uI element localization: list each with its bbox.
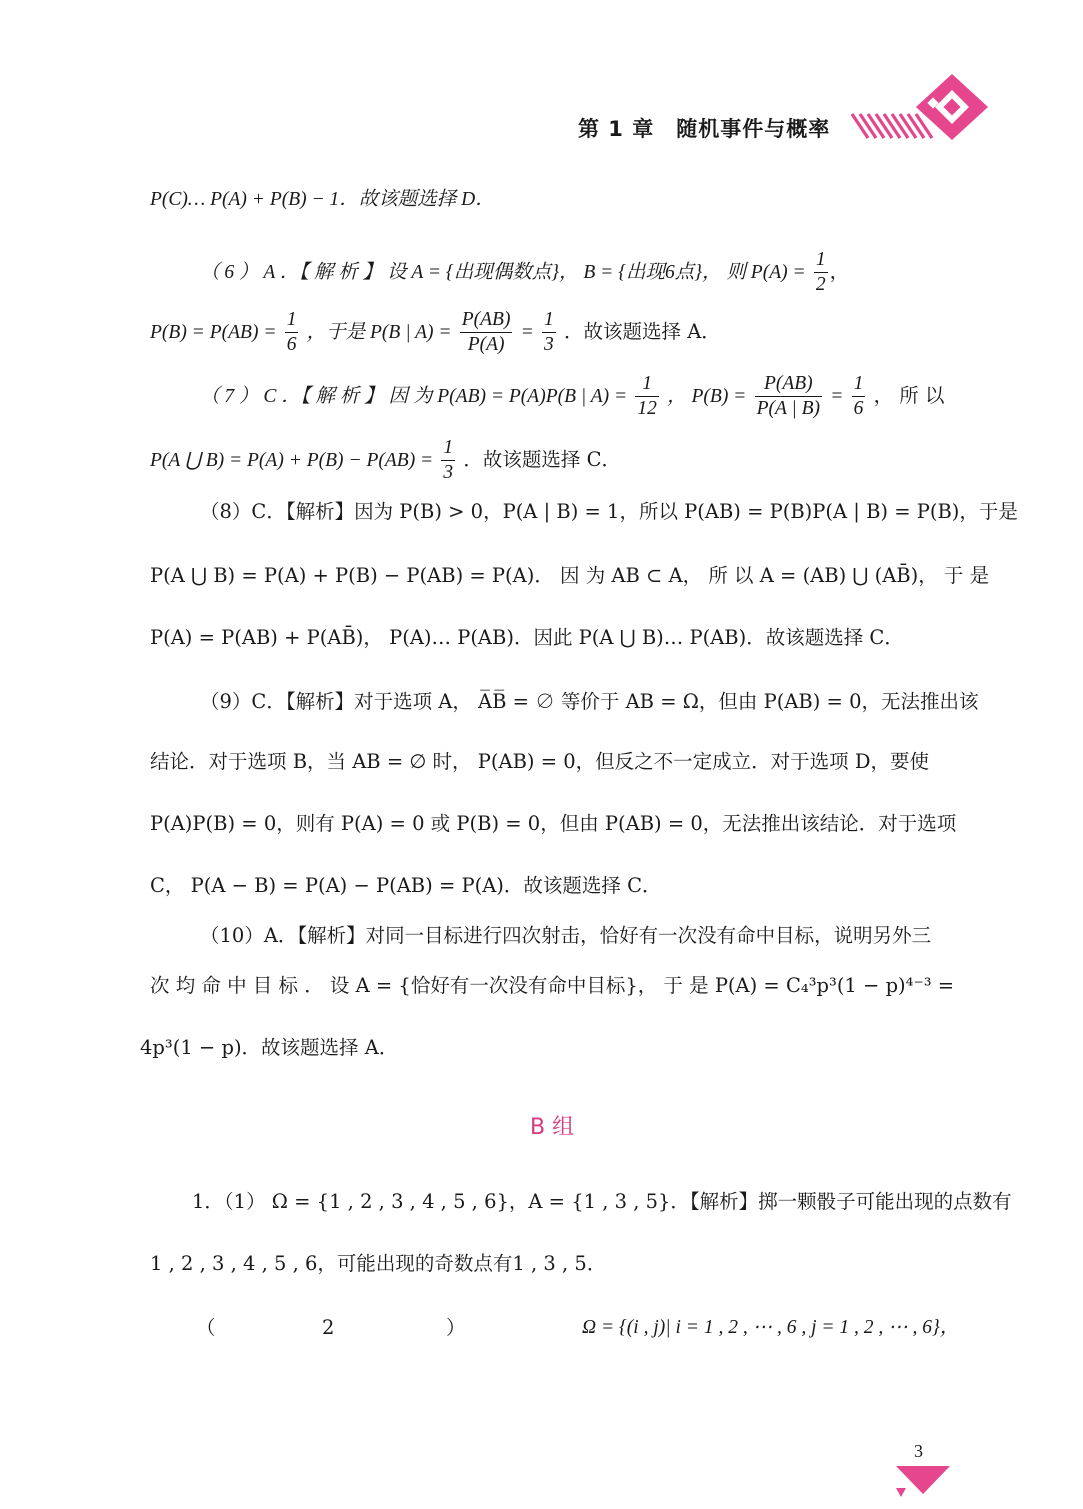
text-line: （ [196,1316,216,1339]
fraction [852,372,866,421]
text-line: 2 [322,1316,335,1339]
text-span: ．故该题选择 C． [463,448,621,471]
fraction [460,308,513,357]
text-span: P(A ⋃ B) = P(A) + P(B) − P(AB) = [150,450,434,471]
text-span: = [830,386,844,407]
denominator: 6 [853,398,864,419]
fraction [441,436,455,485]
fraction [542,308,556,357]
text-line: P(A)P(B) = 0，则有 P(A) = 0 或 P(B) = 0，但由 P(AB) = 0，无法推出该结论．对于选项 [150,812,957,835]
text-line: （ 6 ） A ．【 解 析 】 设 A = {出现偶数点}， B = {出现6点}， 则 P(A) = $\frac{1}{2}$ ， [200,249,850,295]
fraction [635,372,659,421]
numerator: 1 [285,308,299,333]
header-decoration [846,72,996,147]
footer-decoration [892,1464,954,1500]
denominator: 6 [286,334,297,355]
text-span: （ 6 ） A ．【 解 析 】 设 A = {出现偶数点}， B = {出现6点}， 则 P(A) = [200,262,806,283]
numerator: P(AB) [460,308,513,333]
text-line [200,372,944,421]
denominator: 12 [637,398,657,419]
text-span: ， P(B) = [667,386,747,407]
text-line: P(C)… P(A) + P(B) − 1．故该题选择 D． [150,189,495,210]
page-number: 3 [914,1441,923,1461]
text-line [150,436,621,485]
numerator: 1 [814,248,828,273]
numerator: 1 [441,436,455,461]
text-line: （8）C．【解析】因为 P(B) > 0，P(A | B) = 1，所以 P(AB) = P(B)P(A | B) = P(B)，于是 [200,500,1018,523]
denominator: 2 [815,274,826,295]
text-span: ， 所 以 [873,384,945,407]
denominator: P(A) [467,334,505,355]
text-line: P(A ⋃ B) = P(A) + P(B) − P(AB) = P(A)． 因 为 AB ⊂ A， 所 以 A = (AB) ⋃ (AB̄)， 于 是 [150,564,990,587]
text-line: 次 均 命 中 目 标 ． 设 A = {恰好有一次没有命中目标}， 于 是 P(A) = C₄³p³(1 − p)⁴⁻³ = [150,974,955,997]
text-line: （9）C．【解析】对于选项 A， A̅B̅ = ∅ 等价于 AB = Ω，但由 P(AB) = 0，无法推出该 [200,690,979,713]
fraction [814,248,828,297]
numerator: 1 [635,372,659,397]
text-span: ．故该题选择 A． [564,320,721,343]
numerator: P(AB) [755,372,822,397]
text-span: P(B) = P(AB) = [150,322,277,343]
section-title: B 组 [530,1115,575,1140]
text-span: （ 7 ） C ．【 解 析 】 因 为 P(AB) = P(A)P(B | A) = [200,386,628,407]
text-span: = [520,322,534,343]
fraction [285,308,299,357]
denominator: 3 [443,462,454,483]
chapter-title: 第 1 章 随机事件与概率 [578,117,831,141]
text-line: 1．（1） Ω = {1 , 2 , 3 , 4 , 5 , 6}，A = {1 , 3 , 5}．【解析】掷一颗骰子可能出现的点数有 [192,1190,1012,1213]
text-line [150,308,721,357]
text-line: 4p³(1 − p)．故该题选择 A． [140,1036,399,1059]
denominator: 3 [544,334,554,355]
numerator: 1 [542,308,556,333]
text-line: Ω = {(i , j)| i = 1 , 2 , ⋯ , 6 , j = 1 , 2 , ⋯ , 6}， [582,1317,960,1338]
text-span: ，于是 P(B | A) = [306,322,452,343]
text-line: （10）A．【解析】对同一目标进行四次射击，恰好有一次没有命中目标，说明另外三 [200,924,932,947]
text-line: 1 , 2 , 3 , 4 , 5 , 6，可能出现的奇数点有1 , 3 , 5． [150,1252,607,1275]
text-line: ） [446,1316,466,1339]
text-line: 结论．对于选项 B，当 AB = ∅ 时， P(AB) = 0，但反之不一定成立．对于选项 D，要使 [150,750,929,773]
fraction [755,372,822,421]
text-line: P(A) = P(AB) + P(AB̄)， P(A)… P(AB)．因此 P(A ⋃ B)… P(AB)．故该题选择 C． [150,626,904,649]
numerator: 1 [852,372,866,397]
text-line: C， P(A − B) = P(A) − P(AB) = P(A)．故该题选择 C． [150,874,662,897]
denominator: P(A | B) [756,398,821,419]
